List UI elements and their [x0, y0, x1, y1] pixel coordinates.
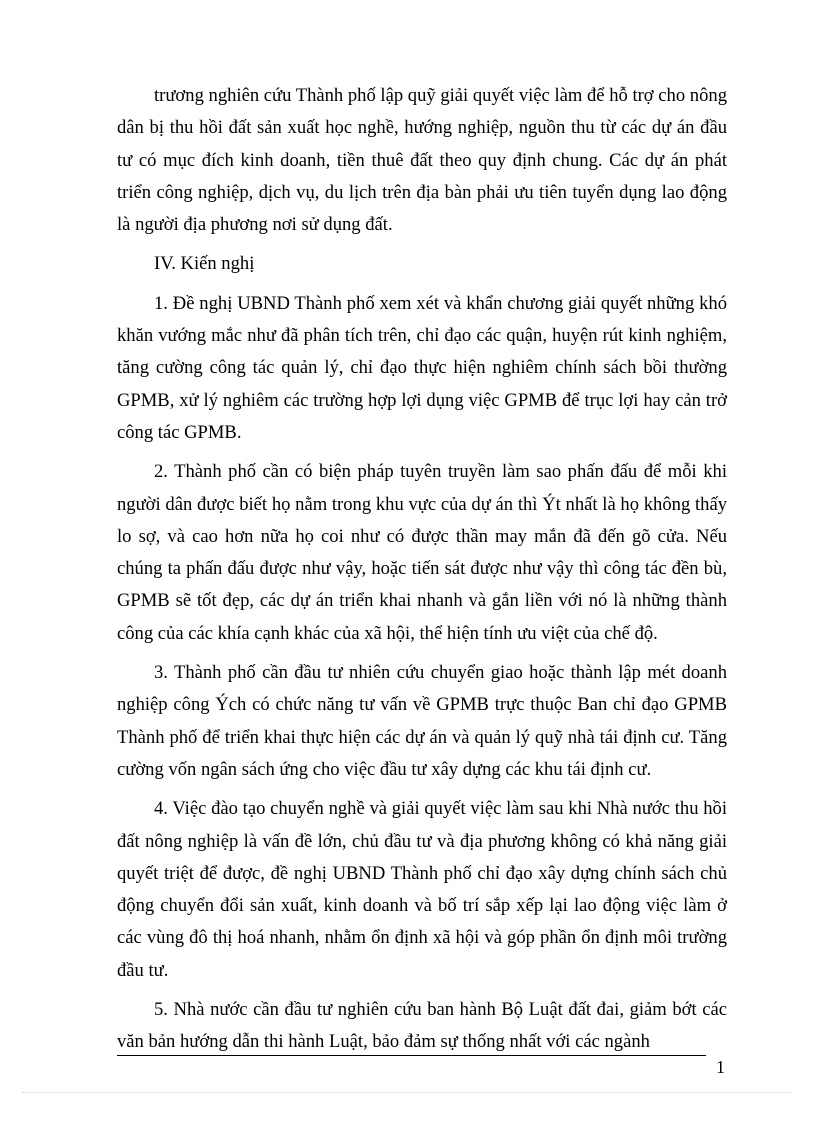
page-number: 1 — [716, 1057, 725, 1077]
page-bottom-border — [22, 1092, 792, 1093]
document-body — [117, 80, 727, 1066]
paragraph-recommendation-4: 4. Việc đào tạo chuyển nghề và giải quyết việc làm sau khi Nhà nước thu hồi đất nông nghiệp là vấn đề lớn, chủ đầu tư và địa phương không có khả năng giải quyết triệt để được, đề nghị UBND Thành phố chỉ đạo xây dựng chính sách chủ động chuyển đổi sản xuất, kinh doanh và bố trí sắp xếp lại lao động việc làm ở các vùng đô thị hoá nhanh, nhằm ổn định xã hội và góp phần ổn định môi trường đầu tư. — [117, 798, 727, 981]
paragraph-recommendation-3: 3. Thành phố cần đầu tư nhiên cứu chuyển giao hoặc thành lập mét doanh nghiệp công Ých có chức năng tư vấn về GPMB trực thuộc Ban chỉ đạo GPMB Thành phố để triển khai thực hiện các dự án và quản lý quỹ nhà tái định cư. Tăng cường vốn ngân sách ứng cho việc đầu tư xây dựng các khu tái định cư. — [117, 662, 727, 780]
paragraph-recommendation-2: 2. Thành phố cần có biện pháp tuyên truyền làm sao phấn đấu để mỗi khi người dân được biết họ nằm trong khu vực của dự án thì Ýt nhất là họ không thấy lo sợ, và cao hơn nữa họ coi như có được thần may mắn đã đến gõ cửa. Nếu chúng ta phấn đấu được như vậy, hoặc tiến sát được như vậy thì công tác đền bù, GPMB sẽ tốt đẹp, các dự án triển khai nhanh và gắn liền với nó là những thành công của các khía cạnh khác của xã hội, thể hiện tính ưu việt của chế độ. — [117, 461, 727, 644]
paragraph-recommendation-1: 1. Đề nghị UBND Thành phố xem xét và khẩn chương giải quyết những khó khăn vướng mắc như đã phân tích trên, chỉ đạo các quận, huyện rút kinh nghiệm, tăng cường công tác quản lý, chỉ đạo thực hiện nghiêm chính sách bồi thường GPMB, xử lý nghiêm các trường hợp lợi dụng việc GPMB để trục lợi hay cản trở công tác GPMB. — [117, 292, 727, 443]
footer-divider — [117, 1055, 706, 1056]
section-heading-recommendations: IV. Kiến nghị — [154, 253, 255, 275]
paragraph-recommendation-5: 5. Nhà nước cần đầu tư nghiên cứu ban hành Bộ Luật đất đai, giảm bớt các văn bản hướng dẫn thi hành Luật, bảo đảm sự thống nhất với các ngành — [117, 999, 727, 1053]
paragraph-intro-continuation: trương nghiên cứu Thành phố lập quỹ giải quyết việc làm để hỗ trợ cho nông dân bị thu hồi đất sản xuất học nghề, hướng nghiệp, nguồn thu từ các dự án đầu tư có mục đích kinh doanh, tiền thuê đất theo quy định chung. Các dự án phát triển công nghiệp, dịch vụ, du lịch trên địa bàn phải ưu tiên tuyển dụng lao động là người địa phương nơi sử dụng đất. — [117, 85, 727, 236]
